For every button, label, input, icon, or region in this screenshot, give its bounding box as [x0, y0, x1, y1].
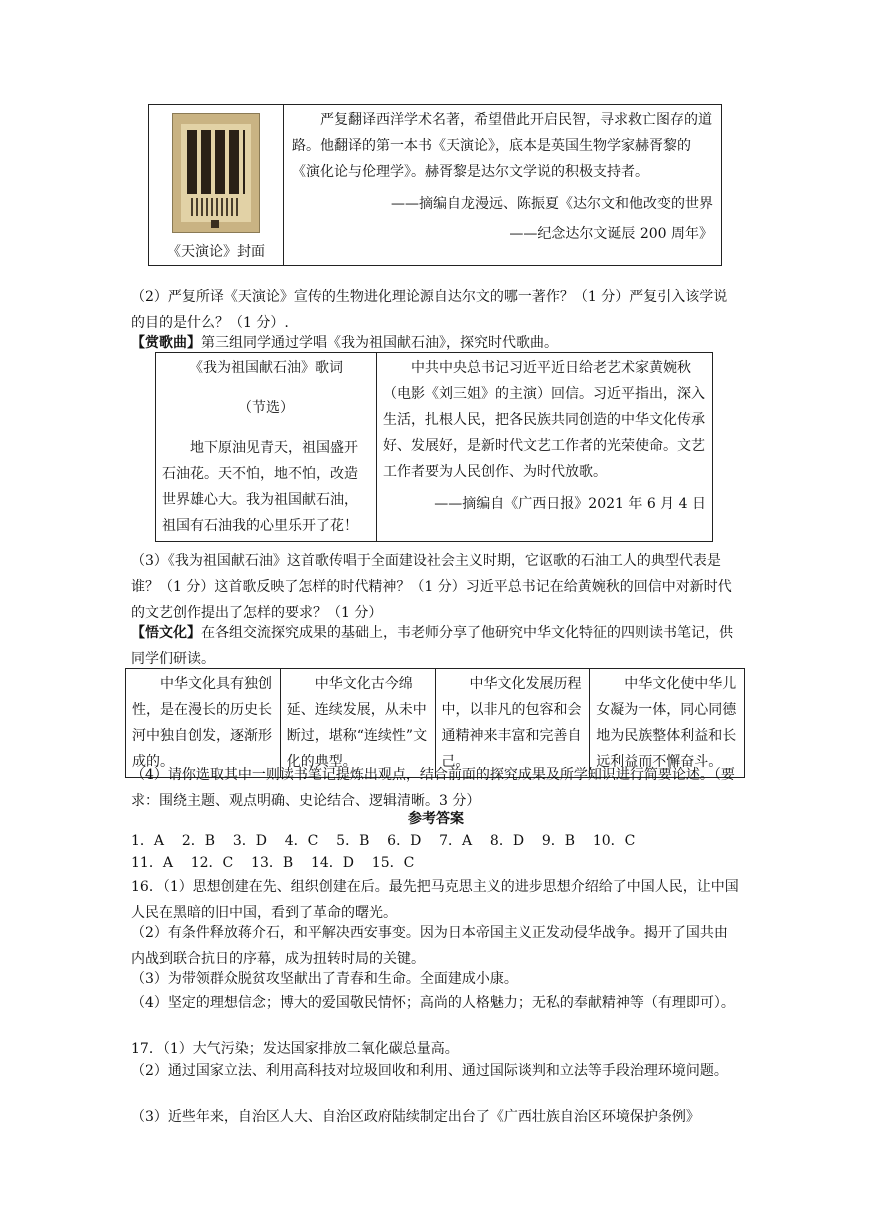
- tianyanlun-paragraph: 严复翻译西洋学术名著，希望借此开启民智，寻求救亡图存的道路。他翻译的第一本书《天演论》，底本是英国生物学家赫胥黎的《演化论与伦理学》。赫胥黎是达尔文学说的积极支持者。: [292, 112, 712, 180]
- answer-17-3: （3）近些年来，自治区人大、自治区政府陆续制定出台了《广西壮族自治区环境保护条例》: [131, 1109, 700, 1125]
- cover-caption: 《天演论》封面: [167, 244, 265, 260]
- tianyanlun-table: [148, 104, 722, 266]
- book-cover-image: [172, 113, 260, 233]
- answers-row-1: 1．A 2．B 3．D 4．C 5．B 6．D 7．A 8．D 9．B 10．C: [131, 833, 636, 849]
- answers-heading: 参考答案: [408, 811, 464, 827]
- answer-17-2: （2）通过国家立法、利用高科技对垃圾回收和利用、通过国际谈判和立法等手段治理环境问题。: [131, 1063, 728, 1079]
- source-line-1: ——摘编自龙漫远、陈振夏《达尔文和他改变的世界: [391, 196, 713, 212]
- song-intro: 第三组同学通过学唱《我为祖国献石油》，探究时代歌曲。: [201, 335, 558, 351]
- answer-16-2: （2）有条件释放蒋介石，和平解决西安事变。因为日本帝国主义正发动侵华战争。揭开了国共由内战到联合抗日的序幕，成为扭转时局的关键。: [131, 925, 728, 967]
- culture-intro-block: [131, 620, 741, 672]
- song-excerpt-label: （节选）: [238, 400, 294, 416]
- culture-intro: 在各组交流探究成果的基础上，韦老师分享了他研究中华文化特征的四则读书笔记，供同学们研读。: [131, 625, 733, 667]
- culture-note: 中华文化古今绵延、连续发展，从未中断过，堪称“连续性”文化的典型。: [280, 669, 435, 778]
- culture-note: 中华文化具有独创性，是在漫长的历史长河中独自创发，逐渐形成的。: [126, 669, 281, 778]
- question-4: （4）请你选取其中一则读书笔记提炼出观点，结合前面的探究成果及所学知识进行简要论述。（要求：围绕主题、观点明确、史论结合、逻辑清晰。3 分）: [131, 767, 735, 809]
- answer-16-3: （3）为带领群众脱贫攻坚献出了青春和生命。全面建成小康。: [131, 971, 518, 987]
- news-source: ——摘编自《广西日报》2021 年 6 月 4 日: [434, 496, 706, 512]
- question-2: （2）严复所译《天演论》宣传的生物进化理论源自达尔文的哪一著作？（1 分）严复引入该学说的目的是什么？（1 分）.: [131, 289, 728, 331]
- answers-row-2: 11．A 12．C 13．B 14．D 15．C: [131, 855, 415, 871]
- song-title: 《我为祖国献石油》歌词: [189, 360, 343, 376]
- answer-16-4: （4）坚定的理想信念；博大的爱国敬民情怀；高尚的人格魅力；无私的奉献精神等（有理即可）。: [131, 995, 735, 1011]
- culture-section-tag: 【悟文化】: [131, 625, 201, 641]
- song-lyrics: 地下原油见青天，祖国盛开石油花。天不怕，地不怕，改造世界雄心大。我为祖国献石油，祖国有石油我的心里乐开了花！: [162, 440, 358, 534]
- news-paragraph: 中共中央总书记习近平近日给老艺术家黄婉秋（电影《刘三姐》的主演）回信。习近平指出，深入生活，扎根人民，把各民族共同创造的中华文化传承好、发展好，是新时代文艺工作者的光荣使命。文艺工作者要为人民创作、为时代放歌。: [383, 360, 705, 480]
- culture-note: 中华文化发展历程中，以非凡的包容和会通精神来丰富和完善自己。: [435, 669, 590, 778]
- question-3: （3）《我为祖国献石油》这首歌传唱于全面建设社会主义时期，它讴歌的石油工人的典型代表是谁？（1 分）这首歌反映了怎样的时代精神？（1 分）习近平总书记在给黄婉秋的回信中对新时代的文艺创作提出了怎样的要求？（1 分）: [131, 553, 732, 621]
- song-table: [155, 352, 713, 542]
- culture-note: 中华文化使中华儿女凝为一体，同心同德地为民族整体利益和长远利益而不懈奋斗。: [590, 669, 745, 778]
- lyrics-cell: [156, 353, 377, 542]
- cover-cell: [149, 105, 284, 266]
- answer-17-1: 17．（1）大气污染；发达国家排放二氧化碳总量高。: [131, 1041, 459, 1057]
- news-cell: [377, 353, 713, 542]
- answer-16-1: 16．（1）思想创建在先、组织创建在后。最先把马克思主义的进步思想介绍给了中国人民，让中国人民在黑暗的旧中国，看到了革命的曙光。: [131, 879, 739, 921]
- source-line-2: ——纪念达尔文诞辰 200 周年》: [509, 226, 713, 242]
- song-section-tag: 【赏歌曲】: [131, 335, 201, 351]
- tianyanlun-text-cell: [284, 105, 722, 266]
